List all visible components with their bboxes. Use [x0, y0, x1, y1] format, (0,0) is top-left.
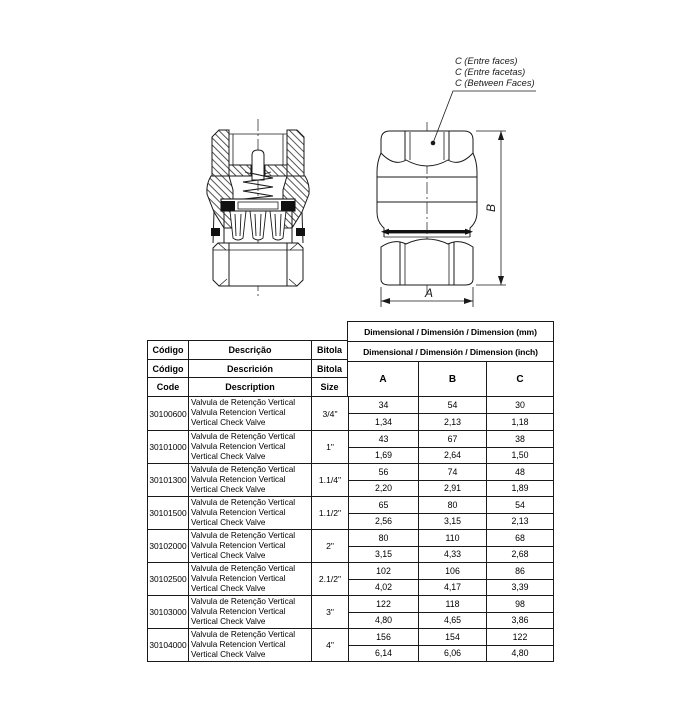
row-dim-c-mm: 30 [487, 397, 553, 414]
row-dim-a-mm: 156 [349, 629, 418, 646]
guide-legs [230, 211, 286, 240]
row-description-es: Valvula Retencion Vertical [191, 541, 286, 551]
table-header-left [147, 340, 348, 397]
row-dim-c-mm: 86 [487, 563, 553, 580]
table-body [147, 397, 554, 662]
row-description-pt: Valvula de Retenção Vertical [191, 432, 296, 441]
row-description [188, 397, 311, 430]
row-dim-b-inch: 2,64 [443, 450, 462, 461]
row-dim-c-mm: 122 [487, 629, 553, 646]
row-dim-b [418, 530, 486, 562]
c-annotation-line-pt: C (Entre faces) [455, 56, 518, 66]
header-dim-columns [348, 362, 553, 396]
row-dim-b-inch: 4,65 [443, 615, 462, 626]
row-dim-a-mm: 56 [349, 464, 418, 481]
row-dim-c-mm: 68 [487, 530, 553, 547]
header-code-es: Código [152, 363, 184, 374]
row-dim-b-mm: 110 [419, 530, 486, 547]
row-dim-c-inch: 3,86 [511, 615, 529, 626]
row-dim-a [348, 431, 418, 463]
row-dim-c [486, 464, 553, 496]
header-description-pt: Descrição [188, 341, 311, 359]
row-dim-b-mm: 154 [419, 629, 486, 646]
row-dim-b [418, 397, 486, 430]
row-dim-c [486, 629, 553, 661]
row-dim-b-inch: 2,13 [443, 417, 462, 427]
row-description-en: Vertical Check Valve [191, 518, 266, 528]
row-size: 1.1/2" [311, 497, 348, 529]
row-dim-c [486, 530, 553, 562]
row-description [188, 431, 311, 463]
header-description-es: Descrición [188, 360, 311, 378]
row-dim-a [348, 629, 418, 661]
row-description-es: Valvula Retencion Vertical [191, 442, 286, 452]
row-description [188, 596, 311, 628]
row-size: 3" [311, 596, 348, 628]
row-dim-a [348, 497, 418, 529]
row-dim-b-mm: 67 [419, 431, 486, 448]
row-dim-a [348, 563, 418, 595]
row-dim-c-inch: 3,39 [511, 582, 529, 593]
row-description-en: Vertical Check Valve [191, 418, 266, 428]
row-dim-b-inch: 4,33 [443, 549, 462, 560]
row-description-pt: Valvula de Retenção Vertical [191, 564, 296, 573]
row-description-en: Vertical Check Valve [191, 452, 266, 462]
row-dim-b-mm: 80 [419, 497, 486, 514]
row-description [188, 563, 311, 595]
header-size-es: Bitola [311, 360, 347, 378]
row-dim-b [418, 464, 486, 496]
row-description-en: Vertical Check Valve [191, 650, 266, 660]
row-dim-a [348, 596, 418, 628]
row-description-es: Valvula Retencion Vertical [191, 574, 286, 584]
header-col-a: A [379, 373, 387, 385]
row-size: 4" [311, 629, 348, 661]
table-row [148, 463, 553, 496]
table-row [148, 628, 553, 661]
row-dim-c [486, 596, 553, 628]
row-dim-a-mm: 122 [349, 596, 418, 613]
header-row-es [148, 360, 347, 379]
header-col-c: C [486, 362, 553, 396]
dim-a-label: A [424, 286, 434, 300]
row-dim-a-inch: 3,15 [374, 549, 393, 560]
c-annotation-line-en: C (Between Faces) [455, 78, 535, 88]
row-dim-a-mm: 102 [349, 563, 418, 580]
row-description-pt: Valvula de Retenção Vertical [191, 498, 296, 507]
row-dim-a [348, 530, 418, 562]
table-row [148, 496, 553, 529]
c-annotation-line-es: C (Entre facetas) [455, 67, 526, 77]
row-dim-a-mm: 43 [349, 431, 418, 448]
row-size: 2.1/2" [311, 563, 348, 595]
row-code: 30101300 [149, 475, 187, 485]
row-code: 30102000 [149, 541, 187, 551]
table-header-dimensional [347, 321, 554, 397]
row-dim-c-mm: 48 [487, 464, 553, 481]
row-code: 30102500 [149, 574, 187, 584]
row-dim-a [348, 464, 418, 496]
row-dim-a-inch: 2,20 [374, 483, 393, 494]
row-dim-b [418, 431, 486, 463]
header-size-pt: Bitola [311, 341, 347, 359]
row-dim-a-mm: 65 [349, 497, 418, 514]
row-code: 30103000 [149, 607, 187, 617]
row-description-es: Valvula Retencion Vertical [191, 640, 286, 650]
row-description-en: Vertical Check Valve [191, 584, 266, 594]
row-dim-b [418, 563, 486, 595]
dim-b-label: B [484, 203, 498, 213]
row-dim-c-inch: 1,50 [511, 450, 529, 461]
row-size: 1.1/4" [311, 464, 348, 496]
header-code-pt: Código [152, 344, 184, 355]
header-code-en: Code [156, 382, 180, 393]
row-dim-c [486, 497, 553, 529]
row-dim-c-inch: 1,89 [511, 483, 529, 494]
technical-drawing [0, 0, 694, 320]
row-dim-a-inch: 1,34 [374, 417, 393, 427]
row-dim-b-mm: 106 [419, 563, 486, 580]
row-description [188, 629, 311, 661]
table-row [148, 397, 553, 430]
table-row [148, 595, 553, 628]
row-dim-c-inch: 4,80 [511, 648, 529, 659]
row-code: 30104000 [149, 640, 187, 650]
row-dim-b-inch: 6,06 [443, 648, 462, 659]
row-description-es: Valvula Retencion Vertical [191, 607, 286, 617]
header-size-en: Size [311, 378, 347, 396]
valve-section-drawing [207, 119, 309, 297]
header-row-pt [148, 341, 347, 360]
row-code: 30101500 [149, 508, 187, 518]
header-col-b: B [418, 362, 486, 396]
row-dim-a-inch: 6,14 [374, 648, 393, 659]
table-row [148, 430, 553, 463]
row-dim-b-mm: 118 [419, 596, 486, 613]
row-description-pt: Valvula de Retenção Vertical [191, 630, 296, 639]
row-dim-a-mm: 34 [349, 397, 418, 414]
row-description-es: Valvula Retencion Vertical [191, 508, 286, 518]
row-description [188, 464, 311, 496]
row-size: 1" [311, 431, 348, 463]
row-dim-b-inch: 2,91 [443, 483, 462, 494]
row-dim-c-inch: 2,13 [511, 516, 529, 527]
row-dim-c-inch: 2,68 [511, 549, 529, 560]
row-description-pt: Valvula de Retenção Vertical [191, 398, 296, 407]
row-dim-c [486, 431, 553, 463]
row-description-en: Vertical Check Valve [191, 617, 266, 627]
row-description-pt: Valvula de Retenção Vertical [191, 465, 296, 474]
row-size: 2" [311, 530, 348, 562]
row-dim-b [418, 596, 486, 628]
row-description-pt: Valvula de Retenção Vertical [191, 531, 296, 540]
row-dim-a [348, 397, 418, 430]
row-dim-b-inch: 4,17 [443, 582, 462, 593]
header-dimensional-inch: Dimensional / Dimensión / Dimension (inch) [348, 342, 553, 362]
row-dim-c-mm: 98 [487, 596, 553, 613]
row-dim-a-inch: 4,02 [374, 582, 393, 593]
row-dim-a-inch: 4,80 [374, 615, 393, 626]
dimension-table [147, 321, 554, 663]
header-dimensional-mm: Dimensional / Dimensión / Dimension (mm) [348, 322, 553, 342]
row-description-es: Valvula Retencion Vertical [191, 408, 286, 418]
row-dim-b-mm: 74 [419, 464, 486, 481]
row-dim-c [486, 563, 553, 595]
row-description-pt: Valvula de Retenção Vertical [191, 597, 296, 606]
row-dim-c [486, 397, 553, 430]
row-description [188, 530, 311, 562]
row-dim-b [418, 497, 486, 529]
row-dim-b-inch: 3,15 [443, 516, 462, 527]
row-dim-a-mm: 80 [349, 530, 418, 547]
row-description [188, 497, 311, 529]
row-description-en: Vertical Check Valve [191, 485, 266, 495]
header-row-en [148, 378, 347, 396]
row-description-es: Valvula Retencion Vertical [191, 475, 286, 485]
table-row [148, 562, 553, 595]
row-dim-b [418, 629, 486, 661]
row-dim-c-mm: 54 [487, 497, 553, 514]
table-row [148, 529, 553, 562]
header-description-en: Description [188, 378, 311, 396]
row-description-en: Vertical Check Valve [191, 551, 266, 561]
row-size: 3/4" [311, 397, 348, 430]
row-code: 30100600 [149, 408, 187, 419]
row-dim-c-mm: 38 [487, 431, 553, 448]
row-code: 30101000 [149, 442, 187, 452]
row-dim-a-inch: 2,56 [374, 516, 393, 527]
row-dim-a-inch: 1,69 [374, 450, 393, 461]
row-dim-c-inch: 1,18 [511, 417, 529, 427]
valve-exterior-drawing [377, 56, 536, 307]
row-dim-b-mm: 54 [419, 397, 486, 414]
